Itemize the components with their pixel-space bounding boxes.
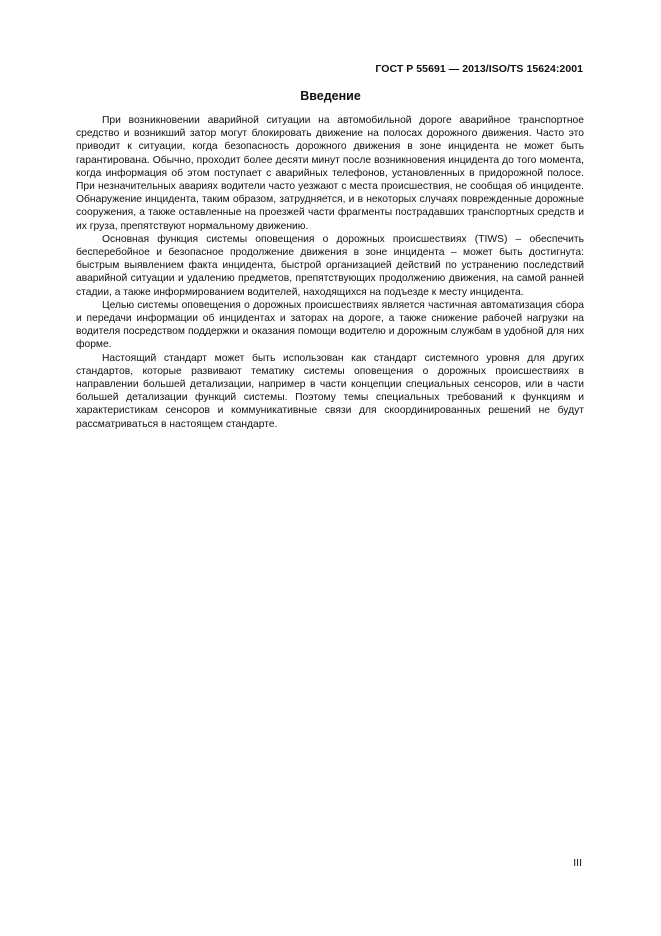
paragraph: При возникновении аварийной ситуации на автомобильной дороге аварийное транспортное средство и возникший затор могут блокировать движение на полосах дорожного движения. Часто это приводит к ситуации, когда безопасность дорожного движения в зоне инцидента не может быть гарантирована. Обычно, проходит более десяти минут после возникновения инцидента до того момента, когда информация об этом поступает с аварийных телефонов, установленных в придорожной полосе. При незначительных авариях водители часто уезжают с места происшествия, не сообщая об инциденте. Обнаружение инцидента, таким образом, затрудняется, и в некоторых случаях поврежденные дорожные сооружения, а также оставленные на проезжей части фрагменты пострадавших транспортных средств и их груза, препятствуют нормальному движению. [76,115,584,232]
page-number: III [573,857,582,869]
paragraph: Основная функция системы оповещения о дорожных происшествиях (TIWS) – обеспечить бесперебойное и безопасное продолжение движения в зоне инцидента – может быть достигнута: быстрым выявлением факта инцидента, быстрой организацией действий по устранению последствий аварийной ситуации и удалению предметов, препятствующих продолжению движения, на самой ранней стадии, а также информированием водителей, находящихся на подъезде к месту инцидента. [76,233,584,298]
document-code: ГОСТ Р 55691 — 2013/ISO/TS 15624:2001 [375,63,583,75]
paragraph: Настоящий стандарт может быть использован как стандарт системного уровня для других стандартов, которые развивают тематику системы оповещения о дорожных происшествиях в направлении большей детализации, например в части концепции специальных сенсоров, или в части большей детализации функций системы. Поэтому темы специальных требований к функциям и характеристикам сенсоров и коммуникативные связи для скоординированных решений не будут рассматриваться в настоящем стандарте. [76,352,584,430]
paragraph: Целью системы оповещения о дорожных происшествиях является частичная автоматизация сбора и передачи информации об инцидентах и заторах на дороге, а также снижение рабочей нагрузки на водителя посредством поддержки и оказания помощи водителю и дорожным службам в удобной для них форме. [76,299,584,351]
section-body [76,114,584,431]
section-title: Введение [300,89,361,103]
